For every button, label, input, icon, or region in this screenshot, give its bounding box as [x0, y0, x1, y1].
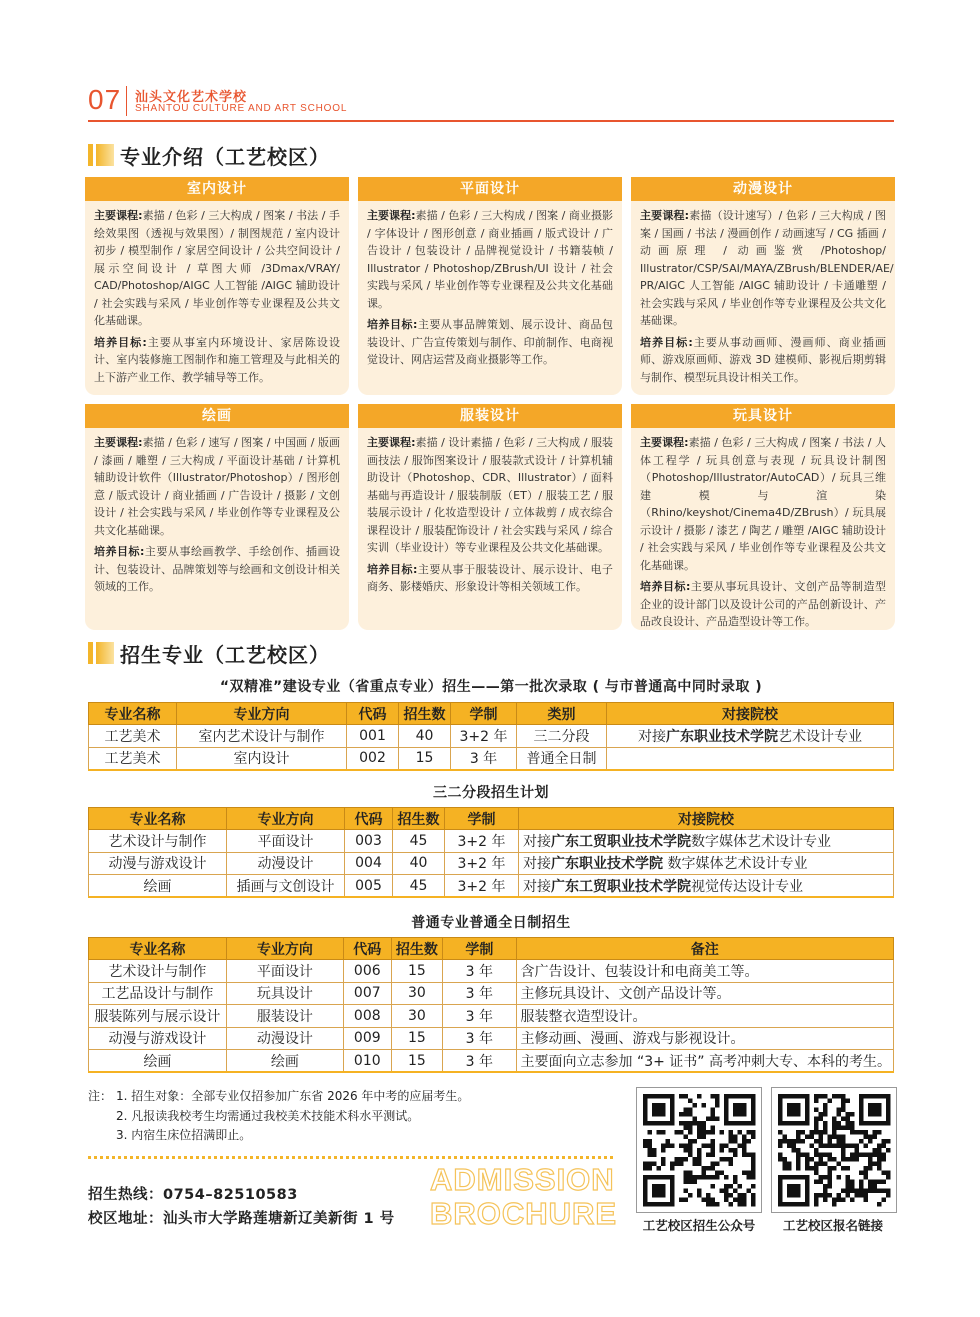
table-header-row	[89, 703, 894, 725]
cell: 3 年	[443, 982, 516, 1005]
table2	[88, 807, 894, 898]
cell: 30	[391, 1005, 443, 1028]
header-rule	[88, 120, 894, 122]
cell: 工艺品设计与制作	[89, 982, 227, 1005]
qr-code-wechat[interactable]	[636, 1087, 762, 1213]
cell: 15	[399, 747, 451, 770]
th-direction: 专业方向	[177, 703, 347, 725]
cell: 010	[343, 1050, 391, 1073]
card-graphic-design	[358, 177, 622, 395]
cell: 平面设计	[227, 830, 345, 853]
note-item: 3. 内宿生床位招满即止。	[116, 1128, 252, 1142]
cell-partner	[607, 747, 894, 770]
goal-label: 培养目标:	[367, 318, 418, 331]
cell: 3 年	[443, 960, 516, 983]
th-category: 类别	[517, 703, 607, 725]
goal-text: 主要从事室内环境设计、家居陈设设计、室内装修施工图制作和施工管理及与此相关的上下游产业工作、教学辅导等工作。	[94, 335, 340, 384]
page-header	[88, 82, 894, 122]
hotline: 招生热线：0754–82510583	[88, 1187, 298, 1203]
goal-text: 主要从事绘画教学、手绘创作、插画设计、包装设计、品牌策划等与绘画和文创设计相关领域的工作。	[94, 545, 340, 593]
cell-partner	[607, 725, 894, 748]
table3	[88, 937, 894, 1073]
th-duration: 学制	[445, 808, 519, 830]
cell: 室内设计	[177, 747, 347, 770]
qr-code-icon	[772, 1088, 896, 1212]
table-row	[89, 747, 894, 770]
card-toy-design	[631, 404, 895, 630]
courses-text: 素描 / 设计素描 / 色彩 / 三大构成 / 服装画技法 / 服饰图案设计 / 服装款式设计 / 计算机辅助设计（Photoshop、CDR、Illustrator）/ 面料基础与再造设计 / 服装制版（ET）/ 服装工艺 / 服装展示设计 / 化妆造型设计 / 立体裁剪 / 成衣综合课程设计 / 服装配饰设计 / 社会实践与采风 / 综合实训（毕业设计）等专业课程及公共文化基础课。	[367, 436, 614, 554]
note-item: 2. 凡报读我校考生均需通过我校美术技能术科水平测试。	[116, 1108, 420, 1123]
card-title: 平面设计	[358, 177, 622, 201]
school-name-en: SHANTOU CULTURE AND ART SCHOOL	[135, 103, 348, 114]
courses-label: 主要课程:	[640, 436, 689, 449]
table-row	[89, 852, 894, 875]
cell: 绘画	[226, 1050, 343, 1073]
partner-prefix: 对接	[523, 878, 551, 895]
partner-major: 数字媒体艺术设计专业	[691, 833, 831, 850]
cell: 40	[399, 725, 451, 748]
cell: 15	[391, 1027, 443, 1050]
cell-partner	[519, 830, 894, 853]
cell: 40	[393, 852, 445, 875]
cell-partner	[519, 852, 894, 875]
th-code: 代码	[347, 703, 399, 725]
courses-text: 素描 / 色彩 / 三大构成 / 图案 / 书法 / 手绘效果图（透视与效果图）/ 制图规范 / 室内设计初步 / 模型制作 / 家居空间设计 / 公共空间设计 / 展示空间设计 / 草图大师 /3Dmax/VRAY/ CAD/Photoshop/AIGC 人工智能 /AIGC 辅助设计 / 社会实践与采风 / 毕业创作等专业课程及公共文化基础课。	[94, 209, 340, 327]
th-code: 代码	[345, 808, 393, 830]
cell: 3+2 年	[445, 852, 519, 875]
watermark-line: ADMISSION	[430, 1162, 615, 1197]
qr-code-icon	[637, 1088, 761, 1212]
card-title: 室内设计	[85, 177, 349, 201]
cell: 工艺美术	[89, 747, 177, 770]
cell: 3 年	[451, 747, 517, 770]
address: 校区地址：汕头市大学路莲塘新辽美新街 1 号	[88, 1211, 395, 1227]
cell-partner	[519, 875, 894, 898]
cell: 3+2 年	[445, 875, 519, 898]
cell: 三二分段	[517, 725, 607, 748]
cell: 3 年	[443, 1005, 516, 1028]
cell: 室内艺术设计与制作	[177, 725, 347, 748]
cell: 玩具设计	[226, 982, 343, 1005]
cell: 普通全日制	[517, 747, 607, 770]
title-marker-icon	[88, 144, 114, 166]
partner-school: 广东工贸职业技术学院	[551, 878, 691, 895]
goal-text: 主要从事动画师、漫画师、商业插画师、游戏原画师、游戏 3D 建模师、影视后期剪辑与制作、模型玩具设计相关工作。	[640, 335, 886, 384]
watermark-line: BROCHURE	[430, 1196, 618, 1231]
cell: 30	[391, 982, 443, 1005]
table-header-row	[89, 938, 894, 960]
table-row	[89, 1027, 894, 1050]
cell: 15	[391, 1050, 443, 1073]
courses-label: 主要课程:	[367, 209, 416, 222]
cell: 3 年	[443, 1027, 516, 1050]
cell: 动漫与游戏设计	[89, 1027, 227, 1050]
card-fashion-design	[358, 404, 622, 630]
table1-caption: “双精准”建设专业（省重点专业）招生——第一批次录取 ( 与市普通高中同时录取 )	[219, 679, 763, 695]
partner-school: 广东职业技术学院	[551, 856, 663, 873]
card-title: 玩具设计	[631, 404, 895, 428]
cell: 007	[343, 982, 391, 1005]
partner-prefix: 对接	[523, 833, 551, 850]
card-animation-design	[631, 177, 895, 395]
partner-major: 视觉传达设计专业	[691, 878, 803, 895]
cell: 3+2 年	[451, 725, 517, 748]
cell: 动漫与游戏设计	[89, 852, 227, 875]
table2-caption: 三二分段招生计划	[433, 785, 549, 801]
qr-code-signup[interactable]	[771, 1087, 897, 1213]
th-partner: 对接院校	[607, 703, 894, 725]
goal-label: 培养目标:	[640, 335, 693, 349]
th-quota: 招生数	[391, 938, 443, 960]
partner-major: 艺术设计专业	[778, 728, 862, 745]
card-title: 服装设计	[358, 404, 622, 428]
goal-label: 培养目标:	[94, 335, 147, 349]
goal-text: 主要从事品牌策划、展示设计、商品包装设计、广告宣传策划与制作、印前制作、电商视觉设计、网店运营及商业摄影等工作。	[367, 318, 613, 366]
partner-school: 广东职业技术学院	[666, 728, 778, 745]
header-divider	[126, 86, 127, 116]
table1	[88, 702, 894, 771]
admission-brochure-watermark	[430, 1163, 617, 1231]
cell: 服装陈列与展示设计	[89, 1005, 227, 1028]
table3-caption: 普通专业普通全日制招生	[411, 915, 571, 931]
table-row	[89, 830, 894, 853]
cell: 插画与文创设计	[227, 875, 345, 898]
cell-remark: 服装整衣造型设计。	[516, 1005, 894, 1028]
cell: 45	[393, 875, 445, 898]
courses-label: 主要课程:	[94, 209, 143, 222]
courses-label: 主要课程:	[367, 436, 416, 449]
section-title-enrollment	[88, 639, 330, 667]
goal-text: 主要从事玩具设计、文创产品等制造型企业的设计部门以及设计公司的产品创新设计、产品改良设计、产品造型设计等工作。	[640, 580, 886, 628]
th-duration: 学制	[443, 938, 516, 960]
cell: 3 年	[443, 1050, 516, 1073]
th-quota: 招生数	[399, 703, 451, 725]
th-direction: 专业方向	[227, 808, 345, 830]
cell: 动漫设计	[226, 1027, 343, 1050]
cell: 艺术设计与制作	[89, 830, 227, 853]
partner-prefix: 对接	[523, 856, 551, 873]
notes	[88, 1087, 469, 1146]
cell: 动漫设计	[227, 852, 345, 875]
cell-remark: 主修动画、漫画、游戏与影视设计。	[516, 1027, 894, 1050]
cell: 绘画	[89, 1050, 227, 1073]
partner-prefix: 对接	[638, 728, 666, 745]
cell-remark: 含广告设计、包装设计和电商美工等。	[516, 960, 894, 983]
th-partner: 对接院校	[519, 808, 894, 830]
cell: 45	[393, 830, 445, 853]
goal-label: 培养目标:	[94, 545, 145, 558]
table-row	[89, 960, 894, 983]
partner-major: 数字媒体艺术设计专业	[663, 856, 808, 873]
th-remark: 备注	[516, 938, 894, 960]
card-title: 绘画	[85, 404, 349, 428]
cell: 009	[343, 1027, 391, 1050]
cell: 15	[391, 960, 443, 983]
th-major: 专业名称	[89, 808, 227, 830]
cell: 工艺美术	[89, 725, 177, 748]
th-direction: 专业方向	[226, 938, 343, 960]
cell: 001	[347, 725, 399, 748]
cell: 服装设计	[226, 1005, 343, 1028]
card-title: 动漫设计	[631, 177, 895, 201]
qr-label-wechat: 工艺校区招生公众号	[642, 1218, 756, 1233]
cell: 002	[347, 747, 399, 770]
school-name-cn: 汕头文化艺术学校	[135, 90, 248, 105]
goal-label: 培养目标:	[640, 580, 691, 593]
title-marker-icon	[88, 642, 114, 664]
cell: 006	[343, 960, 391, 983]
contact-info	[88, 1183, 395, 1231]
section-title-text: 招生专业（工艺校区）	[120, 642, 330, 667]
table-header-row	[89, 808, 894, 830]
table-row	[89, 725, 894, 748]
courses-text: 素描（设计速写）/ 色彩 / 三大构成 / 图案 / 国画 / 书法 / 漫画创作 / 动画速写 / CG 插画 / 动画原理 / 动画鉴赏 /Photoshop/ Illustrator/CSP/SAI/MAYA/ZBrush/BLENDER/AE/ PR/AIGC 人工智能 /AIGC 辅助设计 / 卡通雕塑 / 社会实践与采风 / 毕业创作等专业课程及公共文化基础课。	[640, 209, 894, 327]
section-title-text: 专业介绍（工艺校区）	[120, 144, 330, 169]
courses-label: 主要课程:	[640, 209, 690, 222]
th-duration: 学制	[451, 703, 517, 725]
cell: 艺术设计与制作	[89, 960, 227, 983]
partner-school: 广东工贸职业技术学院	[551, 833, 691, 850]
courses-label: 主要课程:	[94, 436, 143, 449]
cell: 平面设计	[226, 960, 343, 983]
th-major: 专业名称	[89, 703, 177, 725]
table-row	[89, 1050, 894, 1073]
card-painting	[85, 404, 349, 630]
th-quota: 招生数	[393, 808, 445, 830]
cell: 3+2 年	[445, 830, 519, 853]
table-row	[89, 1005, 894, 1028]
courses-text: 素描 / 色彩 / 速写 / 图案 / 中国画 / 版画 / 漆画 / 雕塑 / 三大构成 / 平面设计基础 / 计算机辅助设计软件（Illustrator/Photoshop）/ 图形创意 / 版式设计 / 商业插画 / 广告设计 / 摄影 / 文创设计 / 社会实践与采风 / 毕业创作等专业课程及公共文化基础课。	[94, 436, 340, 537]
cell: 008	[343, 1005, 391, 1028]
dotted-divider	[88, 1156, 613, 1159]
cell-remark: 主修玩具设计、文创产品设计等。	[516, 982, 894, 1005]
th-major: 专业名称	[89, 938, 227, 960]
cell: 005	[345, 875, 393, 898]
table-row	[89, 982, 894, 1005]
th-code: 代码	[343, 938, 391, 960]
qr-label-signup: 工艺校区报名链接	[782, 1218, 883, 1233]
goal-text: 主要从事于服装设计、展示设计、电子商务、影楼婚庆、形象设计等相关领域工作。	[367, 562, 613, 593]
cell: 003	[345, 830, 393, 853]
cell: 绘画	[89, 875, 227, 898]
cell-remark: 主要面向立志参加 “3+ 证书” 高考冲刺大专、本科的考生。	[516, 1050, 894, 1073]
card-interior-design	[85, 177, 349, 395]
courses-text: 素描 / 色彩 / 三大构成 / 图案 / 书法 / 人体工程学 / 玩具创意与表现 / 玩具设计制图（Photoshop/Illustrator/AutoCAD）/ 玩具三维建模与渲染（Rhino/keyshot/Cinema4D/ZBrush）/ 玩具展示设计 / 摄影 / 漆艺 / 陶艺 / 雕塑 /AIGC 辅助设计 / 社会实践与采风 / 毕业创作等专业课程及公共文化基础课。	[640, 436, 886, 572]
table-row	[89, 875, 894, 898]
goal-label: 培养目标:	[367, 562, 418, 576]
courses-text: 素描 / 色彩 / 三大构成 / 图案 / 商业摄影 / 字体设计 / 图形创意 / 商业插画 / 版式设计 / 广告设计 / 包装设计 / 品牌视觉设计 / 书籍装帧 / Illustrator / Photoshop/ZBrush/UI 设计 / 社会实践与采风 / 毕业创作等专业课程及公共文化基础课。	[367, 209, 614, 310]
page-number: 07	[88, 84, 122, 115]
notes-label: 注：	[88, 1089, 113, 1103]
note-item: 1. 招生对象：全部专业仅招参加广东省 2026 年中考的应届考生。	[116, 1089, 470, 1103]
cell: 004	[345, 852, 393, 875]
section-title-intro	[88, 141, 330, 169]
